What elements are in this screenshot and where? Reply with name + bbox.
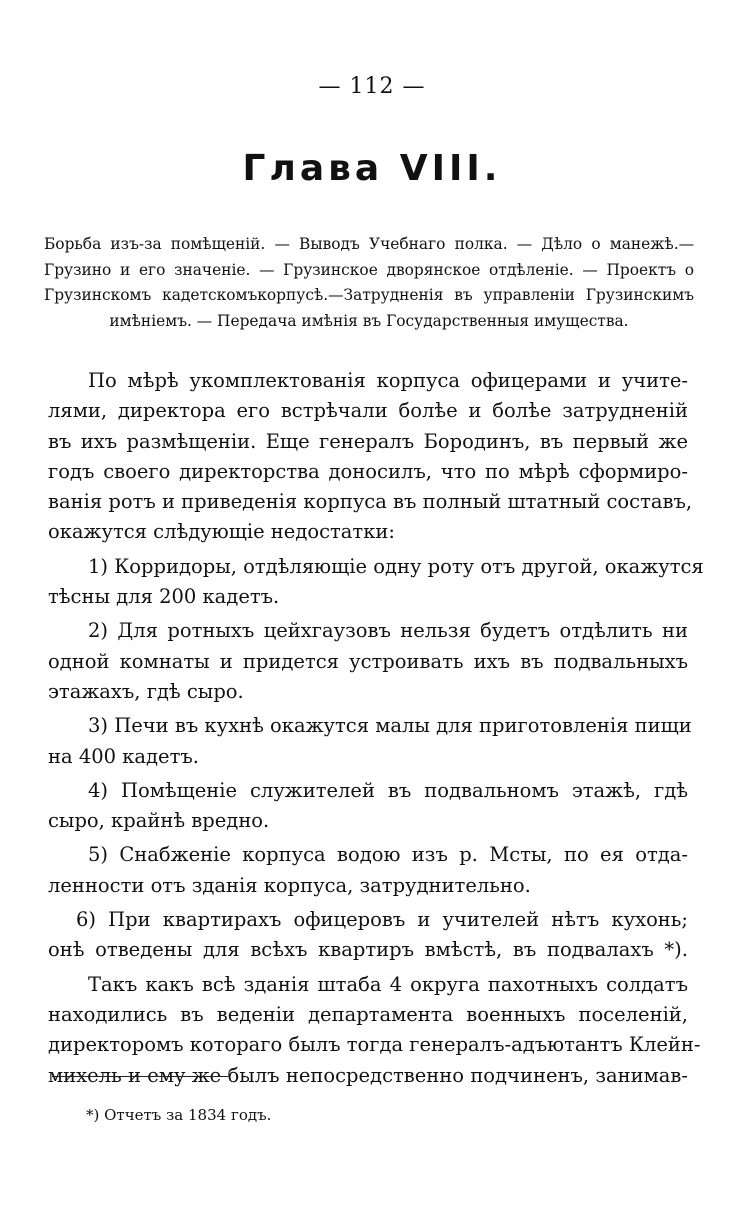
list-item-line: 4) Помѣщеніе служителей въ подвальномъ этажѣ, гдѣ	[88, 778, 688, 802]
footnote: *) Отчетъ за 1834 годъ.	[86, 1106, 272, 1124]
body-text	[48, 366, 704, 1091]
list-item-line: онѣ отведены для всѣхъ квартиръ вмѣстѣ, въ подвалахъ *).	[48, 938, 688, 962]
paragraph-line: въ ихъ размѣщеніи. Еще генералъ Бородинъ, въ первый же	[48, 429, 688, 453]
list-item-line: 2) Для ротныхъ цейхгаузовъ нельзя будетъ отдѣлить ни	[88, 619, 688, 643]
summary-line: Грузино и его значеніе. — Грузинское дворянское отдѣленіе. — Проектъ о	[44, 260, 694, 279]
summary-line: Борьба изъ-за помѣщеній. — Выводъ Учебнаго полка. — Дѣло о манежѣ.—	[44, 235, 694, 253]
paragraph-line: ванія ротъ и приведенія корпуса въ полный штатный составъ,	[48, 490, 693, 514]
paragraph-line: годъ своего директорства доносилъ, что по мѣрѣ сформиро-	[48, 459, 688, 483]
list-item-line: одной комнаты и придется устроивать ихъ въ подвальныхъ	[48, 649, 688, 673]
list-item-line: сыро, крайнѣ вредно.	[48, 809, 270, 833]
summary-line: Грузинскомъ кадетскомъкорпусѣ.—Затрудненія въ управленіи Грузинскимъ	[44, 286, 694, 304]
paragraph-line: По мѣрѣ укомплектованія корпуса офицерами и учите-	[88, 369, 688, 392]
list-item-line: 5) Снабженіе корпуса водою изъ р. Мсты, по ея отда-	[88, 843, 688, 867]
list-item-line: 3) Печи въ кухнѣ окажутся малы для приготовленія пищи	[88, 714, 692, 738]
paragraph-line: Такъ какъ всѣ зданія штаба 4 округа пахотныхъ солдатъ	[88, 972, 688, 996]
chapter-title: Глава VIII.	[242, 148, 502, 189]
paragraph-line: находились въ веденіи департамента военныхъ поселеній,	[48, 1002, 688, 1026]
paragraph-line: директоромъ котораго былъ тогда генералъ-адъютантъ Клейн-	[48, 1033, 701, 1057]
paragraph-line: лями, директора его встрѣчали болѣе и болѣе затрудненій	[48, 399, 688, 423]
list-item-line: тѣсны для 200 кадетъ.	[48, 585, 280, 609]
list-item-line: 6) При квартирахъ офицеровъ и учителей нѣтъ кухонь;	[76, 908, 688, 932]
list-item-line: ленности отъ зданія корпуса, затруднительно.	[48, 873, 531, 897]
chapter-summary	[44, 232, 694, 334]
summary-line: имѣніемъ. — Передача имѣнія въ Государственныя имущества.	[109, 311, 629, 330]
paragraph-line: окажутся слѣдующіе недостатки:	[48, 520, 395, 544]
list-item-line: этажахъ, гдѣ сыро.	[48, 679, 244, 703]
list-item-line: 1) Корридоры, отдѣляющіе одну роту отъ другой, окажутся	[88, 554, 704, 578]
page-number: — 112 —	[318, 74, 426, 99]
paragraph-line: михель и ему же былъ непосредственно подчиненъ, занимав-	[48, 1063, 688, 1087]
footnote-rule	[52, 1076, 228, 1077]
list-item-line: на 400 кадетъ.	[48, 744, 199, 768]
